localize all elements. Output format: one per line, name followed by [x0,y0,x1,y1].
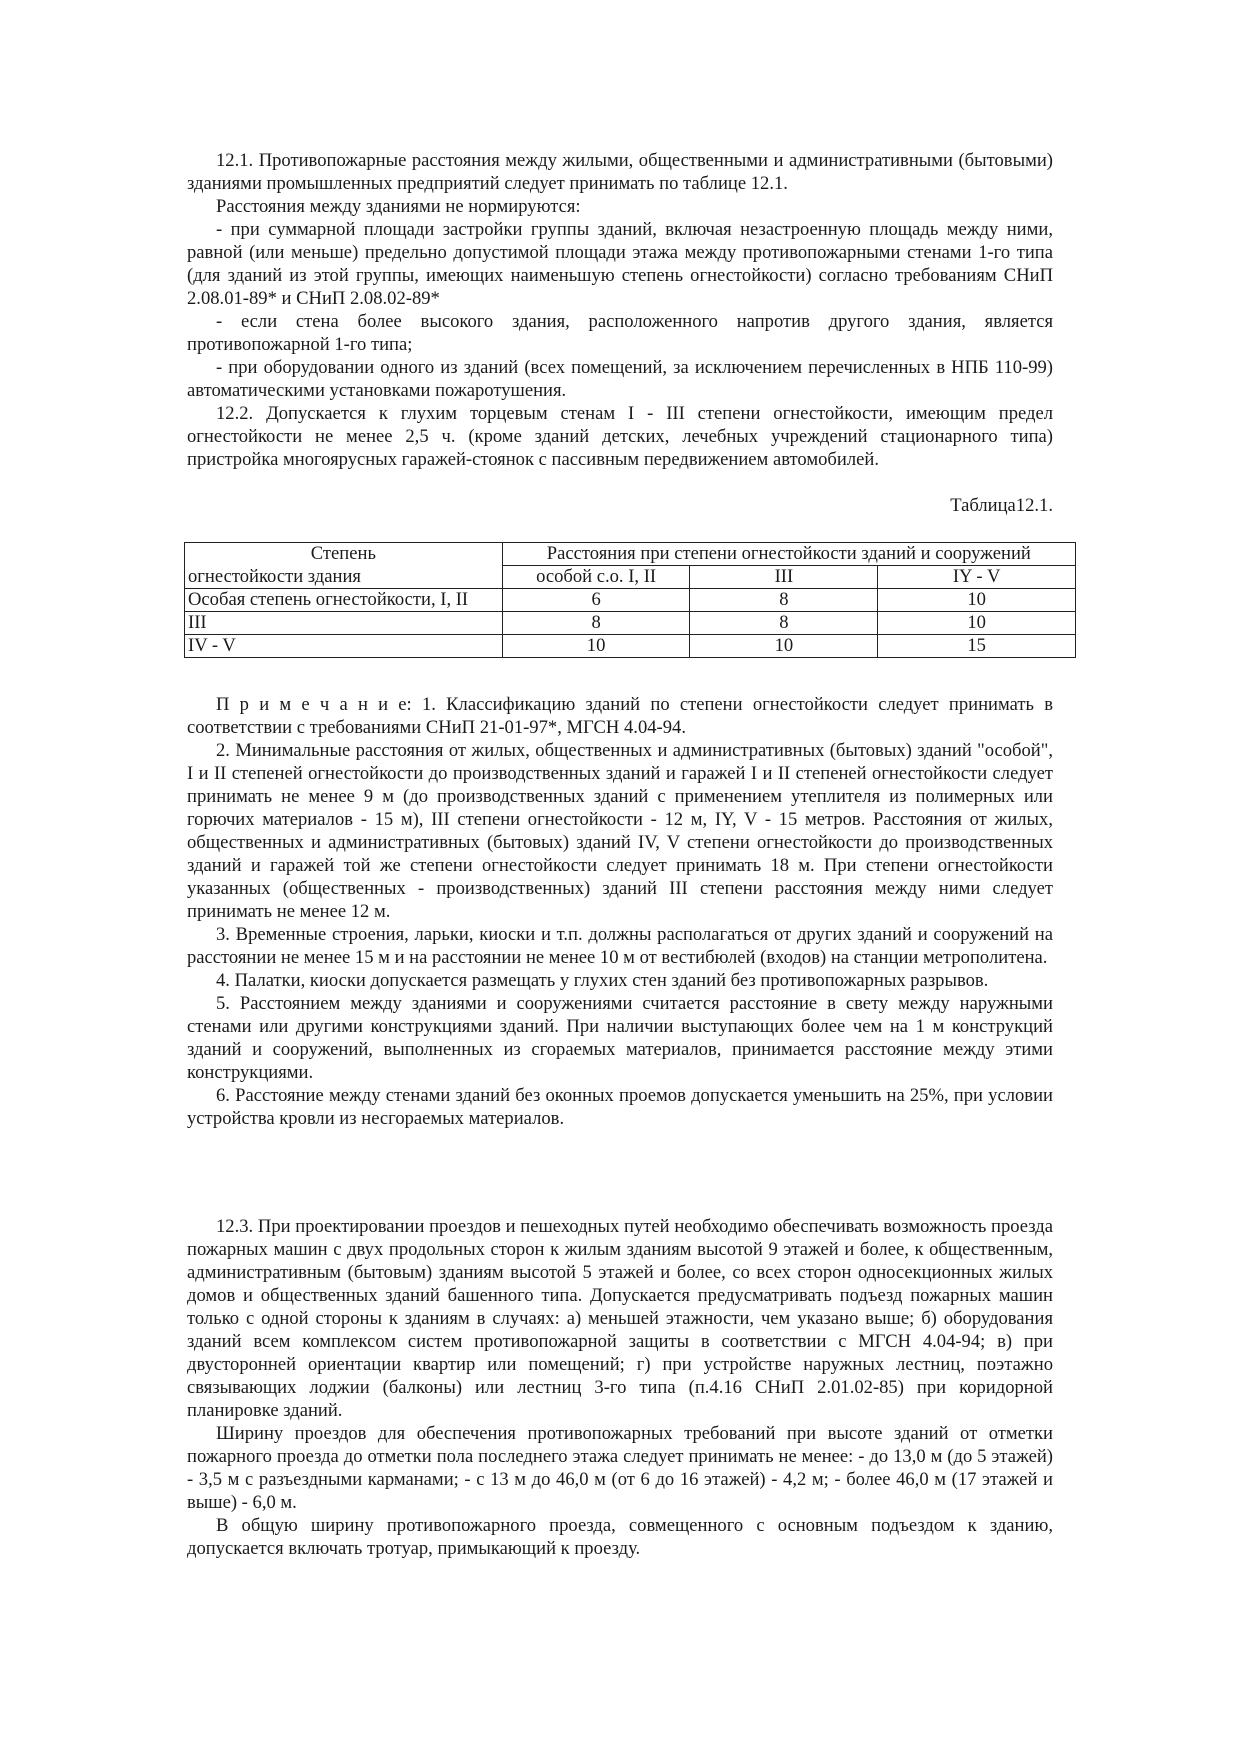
table-header-row-1 [185,543,1076,566]
note-1: П р и м е ч а н и е: 1. Классификацию зданий по степени огнестойкости следует принимать в соответствии с требованиями СНиП 21-01-97*, МГСН 4.04-94. [187,694,1053,738]
value-cell: 15 [878,635,1076,658]
subheader-cell: IY - V [878,566,1076,589]
value-cell: 10 [878,612,1076,635]
table-row [185,589,1076,612]
value-cell: 8 [690,612,878,635]
paragraph-12-1: 12.1. Противопожарные расстояния между жилыми, общественными и административными (бытовыми) зданиями промышленных предприятий следует принимать по таблице 12.1. [187,150,1053,194]
table-header-row-2 [185,566,1076,589]
subheader-cell: особой с.о. I, II [502,566,690,589]
section-12-3 [187,1215,1053,1560]
table-caption: Таблица12.1. [950,495,1053,516]
value-cell: 10 [878,589,1076,612]
row-label-cell: III [185,612,503,635]
table-row [185,612,1076,635]
header-cell-distances: Расстояния при степени огнестойкости зданий и сооружений [502,543,1075,566]
value-cell: 10 [690,635,878,658]
paragraph-condition-wall: - если стена более высокого здания, расположенного напротив другого здания, является противопожарной 1-го типа; [187,311,1053,355]
paragraph-sidewalk: В общую ширину противопожарного проезда, совмещенного с основным подъездом к зданию, допускается включать тротуар, примыкающий к проезду. [187,1515,1053,1559]
paragraph-condition-area: - при суммарной площади застройки группы зданий, включая незастроенную площадь между ними, равной (или меньше) предельно допустимой площади этажа между противопожарными стенами 1-го типа (для зданий из этой группы, имеющих наименьшую степень огнестойкости) согласно требованиям СНиП 2.08.01-89* и СНиП 2.08.02-89* [187,219,1053,309]
paragraph-not-normalized: Расстояния между зданиями не нормируются: [216,196,581,217]
paragraph-12-3: 12.3. При проектировании проездов и пешеходных путей необходимо обеспечивать возможность проезда пожарных машин с двух продольных сторон к жилым зданиям высотой 9 этажей и более, к общественным, административным (бытовым) зданиям высотой 5 этажей и более, со всех сторон односекционных жилых домов и общественных зданий башенного типа. Допускается предусматривать подъезд пожарных машин только с одной стороны к зданиям в случаях: а) меньшей этажности, чем указано выше; б) оборудования зданий всем комплексом систем противопожарной защиты в соответствии с МГСН 4.04-94; в) при двусторонней ориентации квартир или помещений; г) при устройстве наружных лестниц, поэтажно связывающих лоджии (балконы) или лестниц 3-го типа (п.4.16 СНиП 2.01.02-85) при коридорной планировке зданий. [187,1216,1053,1421]
note-4: 4. Палатки, киоски допускается размещать у глухих стен зданий без противопожарных разрывов. [216,970,989,991]
note-2: 2. Минимальные расстояния от жилых, общественных и административных (бытовых) зданий "особой", I и II степеней огнестойкости до производственных зданий и гаражей I и II степеней огнестойкости следует принимать не менее 9 м (до производственных зданий с применением утеплителя из полимерных или горючих материалов - 15 м), III степени огнестойкости - 12 м, IY, V - 15 метров. Расстояния от жилых, общественных и административных (бытовых) зданий IV, V степени огнестойкости до производственных зданий и гаражей той же степени огнестойкости следует принимать 18 м. При степени огнестойкости указанных (общественных - производственных) зданий III степени расстояния между ними следует принимать не менее 12 м. [187,740,1053,922]
paragraph-condition-sprinkler: - при оборудовании одного из зданий (всех помещений, за исключением перечисленных в НПБ 110-99) автоматическими установками пожаротушения. [187,357,1053,401]
section-12-1-12-2 [187,149,1053,471]
row-label-cell: IV - V [185,635,503,658]
header-cell-degree: Степень [185,543,503,566]
row-label-cell: Особая степень огнестойкости, I, II [185,589,503,612]
value-cell: 8 [502,612,690,635]
note-5: 5. Расстоянием между зданиями и сооружениями считается расстояние в свету между наружными стенами или другими конструкциями зданий. При наличии выступающих более чем на 1 м конструкций зданий и сооружений, выполненных из сгораемых материалов, принимается расстояние между этими конструкциями. [187,993,1053,1083]
note-6: 6. Расстояние между стенами зданий без оконных проемов допускается уменьшить на 25%, при условии устройства кровли из несгораемых материалов. [187,1085,1053,1129]
table-notes [187,693,1053,1130]
value-cell: 8 [690,589,878,612]
paragraph-driveway-width: Ширину проездов для обеспечения противопожарных требований при высоте зданий от отметки пожарного проезда до отметки пола последнего этажа следует принимать не менее: - до 13,0 м (до 5 этажей) - 3,5 м с разъездными карманами; - с 13 м до 46,0 м (от 6 до 16 этажей) - 4,2 м; - более 46,0 м (17 этажей и выше) - 6,0 м. [187,1423,1053,1513]
table-row [185,635,1076,658]
header-cell-fire-resistance: огнестойкости здания [185,566,503,589]
fire-distance-table [184,542,1076,658]
paragraph-12-2: 12.2. Допускается к глухим торцевым стенам I - III степени огнестойкости, имеющим предел огнестойкости не менее 2,5 ч. (кроме зданий детских, лечебных учреждений стационарного типа) пристройка многоярусных гаражей-стоянок с пассивным передвижением автомобилей. [187,403,1053,470]
subheader-cell: III [690,566,878,589]
value-cell: 10 [502,635,690,658]
value-cell: 6 [502,589,690,612]
note-3: 3. Временные строения, ларьки, киоски и т.п. должны располагаться от других зданий и сооружений на расстоянии не менее 15 м и на расстоянии не менее 10 м от вестибюлей (входов) на станции метрополитена. [187,924,1053,968]
